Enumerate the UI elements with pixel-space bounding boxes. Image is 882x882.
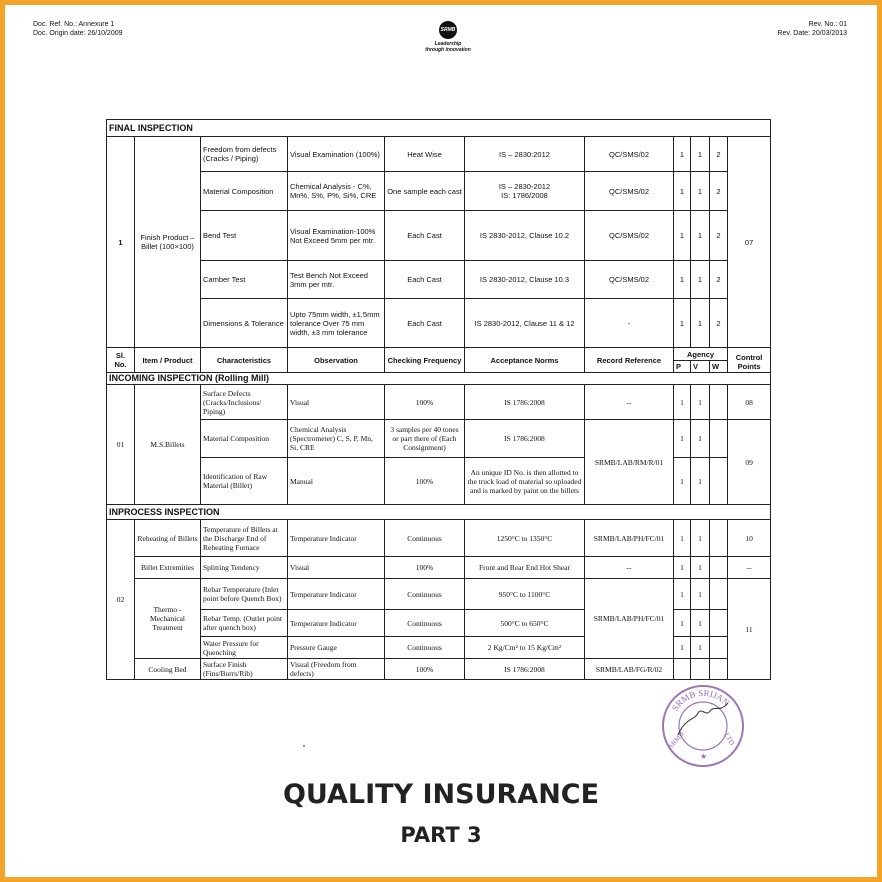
section-incoming-inspection: INCOMING INSPECTION (Rolling Mill) [107,373,771,385]
cell-p [674,659,691,680]
cell-frequency: Continuous [385,637,465,659]
col-observation: Observation [288,348,385,373]
logo-mark: SRMB [439,21,457,39]
cell-characteristic: Freedom from defects (Cracks / Piping) [201,137,288,172]
col-p: P [674,361,691,373]
col-agency: Agency [674,348,728,361]
table-row [107,579,771,610]
cell-characteristic: Surface Finish (Fins/Burrs/Rib) [201,659,288,680]
section-final-inspection: FINAL INSPECTION [107,120,771,137]
cell-record: -- [585,385,674,420]
cell-norms: IS 1786:2008 [465,659,585,680]
cell-w [710,637,728,659]
cell-item: Thermo - Mechanical Treatment [135,579,201,659]
cell-characteristic: Surface Defects (Cracks/Inclusions/ Piping) [201,385,288,420]
cell-p: 1 [674,637,691,659]
cell-characteristic: Rebar Temp. (Outlet point after quench box) [201,610,288,637]
stamp-right-text: LTD [722,731,736,747]
cell-characteristic: Water Pressure for Quenching [201,637,288,659]
cell-norms: Front and Rear End Hot Shear [465,557,585,579]
cell-v: 1 [691,579,710,610]
cell-control-points: -- [728,557,771,579]
cell-frequency: 100% [385,659,465,680]
inprocess-sl-no: 02 [107,520,135,680]
incoming-sl-no: 01 [107,385,135,505]
cell-w: 2 [710,261,728,299]
cell-p: 1 [674,211,691,261]
cell-w [710,458,728,505]
col-v: V [691,361,710,373]
quality-plan-table [106,119,771,680]
cell-frequency: 3 samples per 40 tones or part there of (Each Consignment) [385,420,465,458]
cell-observation: Visual [288,385,385,420]
cell-frequency: Heat Wise [385,137,465,172]
column-header-row [107,348,771,361]
cell-characteristic: Rebar Temperature (Inlet point before Quench Box) [201,579,288,610]
cell-frequency: Each Cast [385,299,465,348]
cell-record: QC/SMS/02 [585,172,674,211]
cell-control-points: 08 [728,385,771,420]
cell-observation: Chemical Analysis - C%, Mn%, S%, P%, Si%, CRE [288,172,385,211]
cell-record: -- [585,557,674,579]
cell-norms: IS 1786:2008 [465,385,585,420]
stamp-star-icon: ★ [700,752,708,761]
table-row [107,211,771,261]
cell-w [710,420,728,458]
cell-frequency: Continuous [385,579,465,610]
cell-record: QC/SMS/02 [585,137,674,172]
cell-item: Cooling Bed [135,659,201,680]
cell-characteristic: Splitting Tendency [201,557,288,579]
table-row [107,557,771,579]
stamp-left-text: SRMB [667,730,686,751]
cell-norms: An unique ID No. is then allotted to the truck load of material so uploaded and is marked by paint on the billets [465,458,585,505]
cell-norms: 1250°C to 1350°C [465,520,585,557]
cell-v: 1 [691,172,710,211]
cell-characteristic: Material Composition [201,420,288,458]
cell-norms: IS 2830-2012, Clause 10.2 [465,211,585,261]
doc-header-right [777,20,847,38]
cell-frequency: Continuous [385,610,465,637]
cell-p: 1 [674,299,691,348]
cell-norms: IS 2830-2012, Clause 10.3 [465,261,585,299]
cell-p: 1 [674,458,691,505]
cell-w [710,520,728,557]
cell-v: 1 [691,637,710,659]
cell-observation: Visual [288,557,385,579]
cell-norms: IS 2830-2012, Clause 11 & 12 [465,299,585,348]
cell-v [691,659,710,680]
logo-tagline-line-2: through innovation [425,47,471,53]
cell-record: SRMB/LAB/PH/FC/01 [585,520,674,557]
cell-norms: 500°C to 650°C [465,610,585,637]
cell-w: 2 [710,299,728,348]
cell-item: Billet Extremities [135,557,201,579]
cell-norms: 2 Kg/Cm² to 15 Kg/Cm² [465,637,585,659]
cell-frequency: 100% [385,385,465,420]
cell-characteristic: Bend Test [201,211,288,261]
doc-header-left [33,20,123,38]
cell-observation: Visual Examination-100% Not Exceed 5mm per mtr. [288,211,385,261]
table-row [107,261,771,299]
cell-observation: Test Bench Not Exceed 3mm per mtr. [288,261,385,299]
cell-frequency: Each Cast [385,211,465,261]
logo-tagline [418,41,478,53]
cell-norms: IS 1786:2008 [465,420,585,458]
cell-p: 1 [674,520,691,557]
cell-w [710,579,728,610]
cell-characteristic: Material Composition [201,172,288,211]
rev-date: Rev. Date: 20/03/2013 [777,30,847,37]
col-sl-no: Sl. No. [107,348,135,373]
cell-w [710,557,728,579]
cell-p: 1 [674,610,691,637]
col-record: Record Reference [585,348,674,373]
cell-v: 1 [691,610,710,637]
cell-record: SRMB/LAB/PH/FC/01 [585,579,674,659]
cell-w: 2 [710,172,728,211]
srmb-logo [418,21,478,53]
cell-observation: Upto 75mm width, ±1.5mm tolerance Over 75 mm width, ±3 mm tolerance [288,299,385,348]
cell-observation: Temperature Indicator [288,579,385,610]
logo-tagline-line-1: Leadership [434,41,462,47]
table-row [107,172,771,211]
incoming-record-shared: SRMB/LAB/RM/R/01 [585,420,674,505]
cell-p: 1 [674,420,691,458]
cell-v: 1 [691,420,710,458]
cell-v: 1 [691,458,710,505]
incoming-item: M.S.Billets [135,385,201,505]
final-item: Finish Product – Billet (100×100) [135,137,201,348]
cell-characteristic: Dimensions & Tolerance [201,299,288,348]
cell-observation: Manual [288,458,385,505]
col-frequency: Checking Frequency [385,348,465,373]
cell-p: 1 [674,557,691,579]
cell-record: SRMB/LAB/FG/R/02 [585,659,674,680]
cell-frequency: Each Cast [385,261,465,299]
cell-norms: 950°C to 1100°C [465,579,585,610]
cell-p: 1 [674,172,691,211]
table-row [107,137,771,172]
cell-w [710,659,728,680]
cell-v: 1 [691,557,710,579]
company-stamp [660,683,746,769]
cell-v: 1 [691,520,710,557]
cell-frequency: 100% [385,458,465,505]
cell-characteristic: Temperature of Billets at the Discharge End of Reheating Furnace [201,520,288,557]
cell-control-points: 09 [728,420,771,505]
cell-frequency: Continuous [385,520,465,557]
cell-characteristic: Identification of Raw Material (Billet) [201,458,288,505]
col-characteristics: Characteristics [201,348,288,373]
cell-record: - [585,299,674,348]
cell-characteristic: Camber Test [201,261,288,299]
table-row [107,520,771,557]
cell-record: QC/SMS/02 [585,211,674,261]
cell-p: 1 [674,261,691,299]
cell-observation: Pressure Gauge [288,637,385,659]
cell-control-points: 10 [728,520,771,557]
cell-frequency: One sample each cast [385,172,465,211]
cell-v: 1 [691,385,710,420]
cell-observation: Temperature Indicator [288,610,385,637]
rev-no: Rev. No.: 01 [808,21,847,28]
cell-p: 1 [674,579,691,610]
cell-v: 1 [691,137,710,172]
final-control-points: 07 [728,137,771,348]
cell-control-points: 11 [728,579,771,680]
cell-w [710,610,728,637]
cell-observation: Visual (Freedom from defects) [288,659,385,680]
cell-observation: Visual Examination (100%) [288,137,385,172]
cell-record: QC/SMS/02 [585,261,674,299]
doc-ref: Doc. Ref. No.: Annexure 1 [33,21,115,28]
doc-origin-date: Doc. Origin date: 26/10/2009 [33,30,123,37]
page-title: QUALITY INSURANCE [282,779,600,810]
cell-v: 1 [691,211,710,261]
final-sl-no: 1 [107,137,135,348]
cell-w: 2 [710,211,728,261]
table-row [107,385,771,420]
cell-observation: Temperature Indicator [288,520,385,557]
cell-observation: Chemical Analysis (Spectrometer) C, S, P, Mn, Si, CRE [288,420,385,458]
cell-v: 1 [691,261,710,299]
cell-w [710,385,728,420]
table-row [107,299,771,348]
col-item: Item / Product [135,348,201,373]
cell-p: 1 [674,137,691,172]
cell-norms: IS – 2830-2012 IS: 1786/2008 [465,172,585,211]
cell-w: 2 [710,137,728,172]
stamp-top-text: SRMB SRIJAN [669,687,732,713]
cell-item: Reheating of Billets [135,520,201,557]
cell-p: 1 [674,385,691,420]
cell-frequency: 100% [385,557,465,579]
cell-v: 1 [691,299,710,348]
table-row [107,659,771,680]
signature-icon [678,703,728,735]
col-w: W [710,361,728,373]
col-norms: Acceptance Norms [465,348,585,373]
stray-dot [303,745,305,747]
page-subtitle: PART 3 [400,823,482,847]
table-row [107,420,771,458]
section-inprocess-inspection: INPROCESS INSPECTION [107,505,771,520]
cell-norms: IS – 2830:2012 [465,137,585,172]
col-control-points: Control Points [728,348,771,373]
